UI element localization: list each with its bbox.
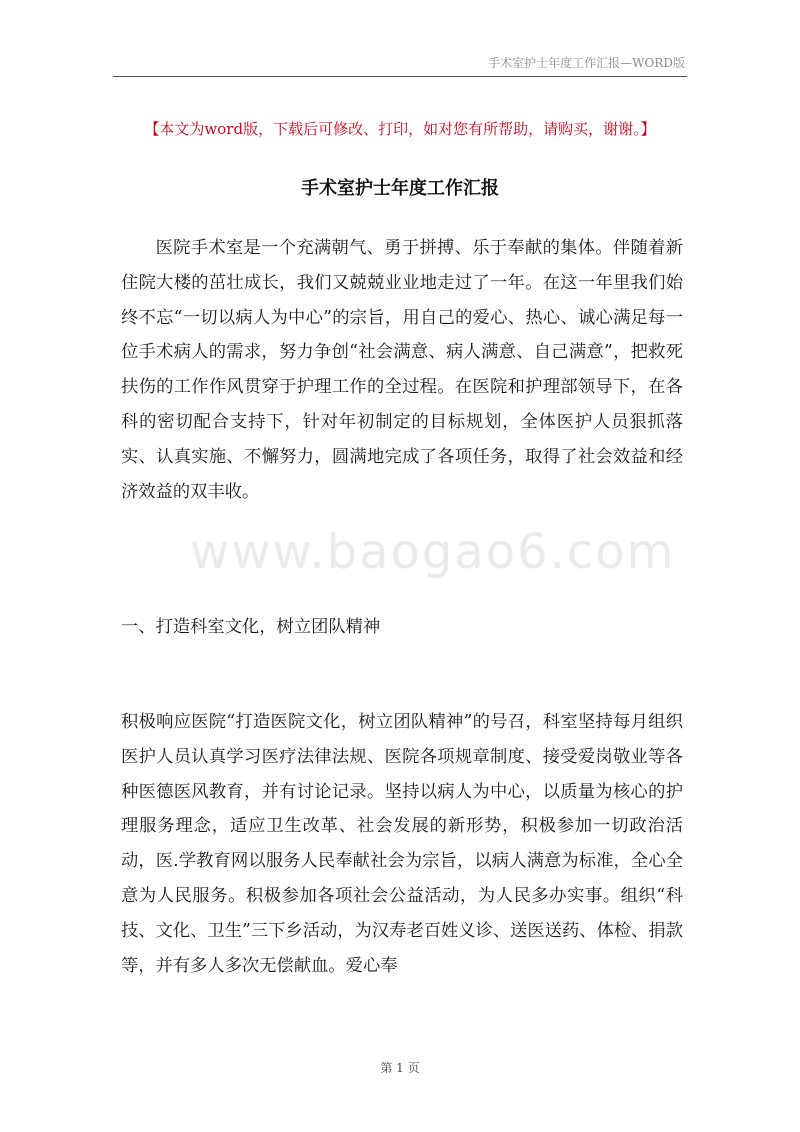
- watermark: www.baogao6.com: [190, 524, 676, 580]
- document-title: 手术室护士年度工作汇报: [301, 178, 499, 199]
- header-title: 手术室护士年度工作汇报—WORD版: [488, 56, 685, 70]
- section-heading: 一、打造科室文化，树立团队精神: [121, 617, 381, 637]
- purchase-notice: 【本文为word版，下载后可修改、打印，如对您有所帮助，请购买，谢谢。】: [144, 120, 656, 138]
- page-header: [113, 50, 687, 77]
- intro-paragraph: 医院手术室是一个充满朝气、勇于拼搏、乐于奉献的集体。伴随着新住院大楼的茁壮成长，我们又兢兢业业地走过了一年。在这一年里我们始终不忘“一切以病人为中心”的宗旨，用自己的爱心、热心、诚心满足每一位手术病人的需求，努力争创“社会满意、病人满意、自己满意”，把救死扶伤的工作作风贯穿于护理工作的全过程。在医院和护理部领导下，在各科的密切配合支持下，针对年初制定的目标规划，全体医护人员狠抓落实、认真实施、不懈努力，圆满地完成了各项任务，取得了社会效益和经济效益的双丰收。: [121, 238, 683, 502]
- page-number: 第 1 页: [380, 1061, 420, 1075]
- section-body-paragraph: 积极响应医院“打造医院文化，树立团队精神”的号召，科室坚持每月组织医护人员认真学习医疗法律法规、医院各项规章制度、接受爱岗敬业等各种医德医风教育，并有讨论记录。坚持以病人为中心，以质量为核心的护理服务理念，适应卫生改革、社会发展的新形势，积极参加一切政治活动，医.学教育网以服务人民奉献社会为宗旨，以病人满意为标准，全心全意为人民服务。积极参加各项社会公益活动，为人民多办实事。组织“科技、文化、卫生”三下乡活动，为汉寿老百姓义诊、送医送药、体检、捐款等，并有多人多次无偿献血。爱心奉: [121, 712, 683, 976]
